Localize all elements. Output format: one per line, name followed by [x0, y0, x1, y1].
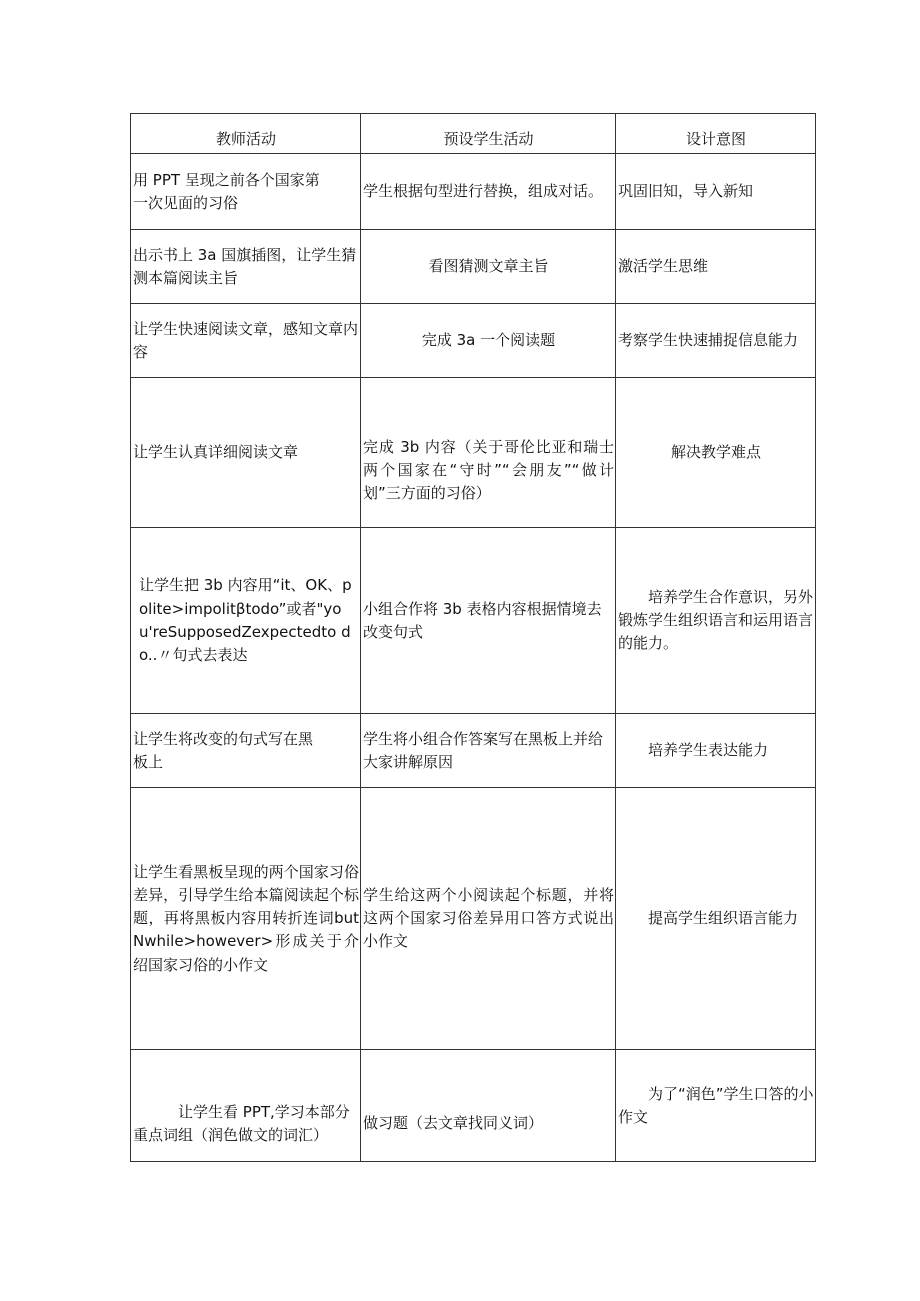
- design-intent-cell: 解决教学难点: [616, 378, 816, 528]
- design-intent-cell: 巩固旧知，导入新知: [616, 154, 816, 230]
- teacher-activity-cell: 让学生看 PPT,学习本部分重点词组（润色做文的词汇）: [131, 1050, 361, 1162]
- header-student-activity: 预设学生活动: [361, 114, 616, 154]
- teacher-activity-cell: 让学生看黑板呈现的两个国家习俗差异，引导学生给本篇阅读起个标题，再将黑板内容用转折连词butNwhile>however>形成关于介绍国家习俗的小作文: [131, 788, 361, 1050]
- table-row: [131, 528, 816, 714]
- teacher-activity-cell: 让学生认真详细阅读文章: [131, 378, 361, 528]
- student-activity-cell: 完成 3b 内容（关于哥伦比亚和瑞士两个国家在“守时”“会朋友”“做计划”三方面的习俗）: [361, 378, 616, 528]
- table-row: [131, 788, 816, 1050]
- table-row: [131, 304, 816, 378]
- table-row: [131, 154, 816, 230]
- student-activity-cell: 看图猜测文章主旨: [361, 230, 616, 304]
- teacher-activity-cell: 让学生把 3b 内容用“it、OK、polite>impolitβtodo”或者"you'reSupposedZexpectedto do..〃句式去表达: [131, 528, 361, 714]
- design-intent-cell: 培养学生表达能力: [616, 714, 816, 788]
- table-row: [131, 378, 816, 528]
- teacher-activity-cell: 用 PPT 呈现之前各个国家第一次见面的习俗: [131, 154, 361, 230]
- table-header-row: [131, 114, 816, 154]
- student-activity-cell: 做习题（去文章找同义词）: [361, 1050, 616, 1162]
- design-intent-cell: 激活学生思维: [616, 230, 816, 304]
- lesson-plan-table: [130, 113, 816, 1162]
- teacher-activity-cell: 让学生将改变的句式写在黑板上: [131, 714, 361, 788]
- design-intent-cell: 为了“润色”学生口答的小作文: [616, 1050, 816, 1162]
- design-intent-cell: 考察学生快速捕捉信息能力: [616, 304, 816, 378]
- teacher-activity-cell: 出示书上 3a 国旗插图，让学生猜测本篇阅读主旨: [131, 230, 361, 304]
- table-row: [131, 714, 816, 788]
- header-teacher-activity: 教师活动: [131, 114, 361, 154]
- student-activity-cell: 小组合作将 3b 表格内容根据情境去改变句式: [361, 528, 616, 714]
- table-row: [131, 1050, 816, 1162]
- design-intent-cell: 提高学生组织语言能力: [616, 788, 816, 1050]
- design-intent-cell: 培养学生合作意识，另外锻炼学生组织语言和运用语言的能力。: [616, 528, 816, 714]
- student-activity-cell: 学生根据句型进行替换，组成对话。: [361, 154, 616, 230]
- student-activity-cell: 完成 3a 一个阅读题: [361, 304, 616, 378]
- student-activity-cell: 学生给这两个小阅读起个标题，并将这两个国家习俗差异用口答方式说出小作文: [361, 788, 616, 1050]
- student-activity-cell: 学生将小组合作答案写在黑板上并给大家讲解原因: [361, 714, 616, 788]
- header-design-intent: 设计意图: [616, 114, 816, 154]
- table-row: [131, 230, 816, 304]
- teacher-activity-cell: 让学生快速阅读文章，感知文章内容: [131, 304, 361, 378]
